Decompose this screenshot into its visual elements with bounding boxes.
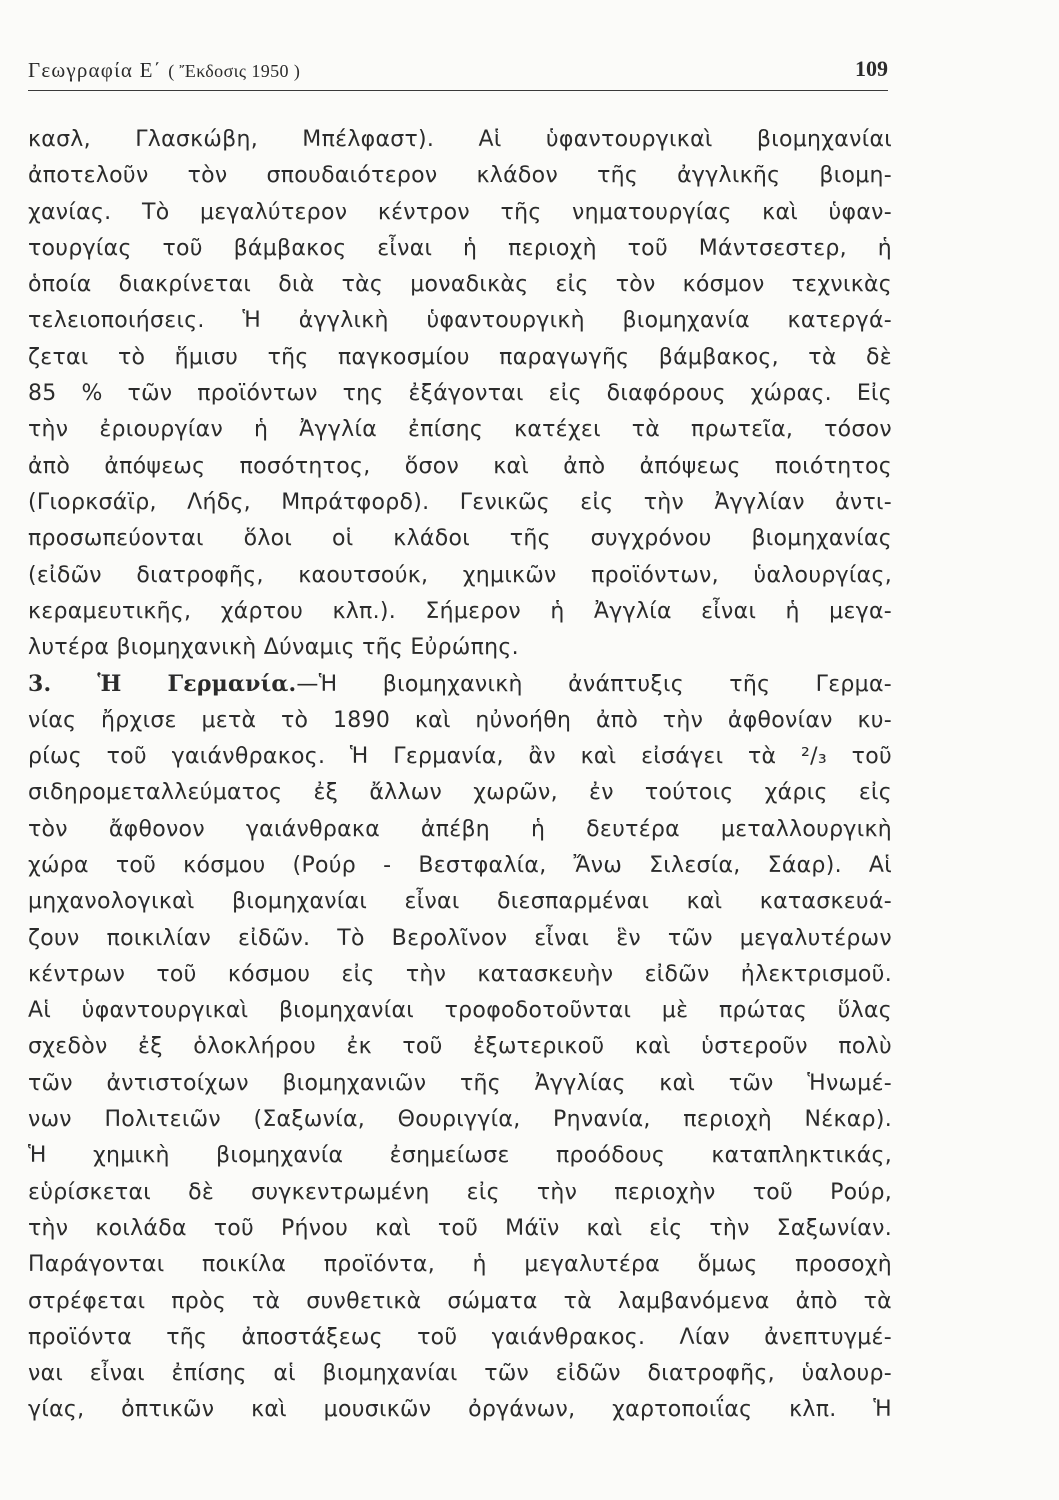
text-line [28,195,892,231]
line-text: ἀπὸ ἀπόψεως ποσότητος, ὅσον καὶ ἀπὸ ἀπόψεως ποιότητος [28,453,892,479]
text-line [28,594,892,630]
text-line [28,1284,892,1320]
section-heading: 3. Ἡ Γερμανία. [28,671,297,698]
text-line [28,521,892,557]
text-line [28,158,892,194]
line-text: σχεδὸν ἐξ ὁλοκλήρου ἐκ τοῦ ἐξωτερικοῦ καὶ ὑστεροῦν πολὺ [28,1034,892,1060]
line-text: κεραμευτικῆς, χάρτου κλπ.). Σήμερον ἡ Ἀγγλία εἶναι ἡ μεγα- [28,598,892,624]
line-text: κέντρων τοῦ κόσμου εἰς τὴν κατασκευὴν εἰδῶν ἠλεκτρισμοῦ. [28,961,892,987]
line-text: ρίως τοῦ γαιάνθρακος. Ἡ Γερμανία, ἂν καὶ εἰσάγει τὰ ²/₃ τοῦ [28,744,892,770]
edition-note: ( Ἔκδοσις 1950 ) [168,61,301,81]
text-line [28,485,892,521]
line-text: Ἡ χημικὴ βιομηχανία ἐσημείωσε προόδους καταπληκτικάς, [28,1143,892,1169]
text-line [28,122,892,158]
line-text: —Ἡ βιομηχανικὴ ἀνάπτυξις τῆς Γερμα- [296,672,892,698]
text-line [28,1356,892,1392]
line-text: εὑρίσκεται δὲ συγκεντρωμένη εἰς τὴν περιοχὴν τοῦ Ρούρ, [28,1179,892,1205]
text-line [28,812,892,848]
text-line [28,1320,892,1356]
text-line [28,848,892,884]
line-text: χώρα τοῦ κόσμου (Ρούρ - Βεστφαλία, Ἄνω Σιλεσία, Σάαρ). Αἱ [28,852,892,878]
text-line [28,957,892,993]
text-line [28,739,892,775]
line-text: 85 % τῶν προϊόντων της ἐξάγονται εἰς διαφόρους χώρας. Εἰς [28,381,892,407]
text-line [28,340,892,376]
text-line [28,993,892,1029]
text-line [28,1138,892,1174]
text-line [28,1102,892,1138]
text-line [28,231,892,267]
line-text: Αἱ ὑφαντουργικαὶ βιομηχανίαι τροφοδοτοῦνται μὲ πρώτας ὕλας [28,998,892,1024]
line-text: στρέφεται πρὸς τὰ συνθετικὰ σώματα τὰ λαμβανόμενα ἀπὸ τὰ [28,1288,892,1314]
line-text: τὴν ἐριουργίαν ἡ Ἀγγλία ἐπίσης κατέχει τὰ πρωτεῖα, τόσον [28,417,892,443]
book-title [28,58,300,83]
line-text: ἀποτελοῦν τὸν σπουδαιότερον κλάδον τῆς ἀγγλικῆς βιομη- [28,163,892,189]
line-text: τῶν ἀντιστοίχων βιομηχανιῶν τῆς Ἀγγλίας καὶ τῶν Ἡνωμέ- [28,1070,892,1096]
line-text: τὸν ἄφθονον γαιάνθρακα ἀπέβη ἡ δευτέρα μεταλλουργικὴ [28,816,892,842]
line-text: γίας, ὀπτικῶν καὶ μουσικῶν ὀργάνων, χαρτοποιΐας κλπ. Ἡ [28,1397,892,1423]
text-line [28,376,892,412]
running-header [28,56,888,91]
text-line [28,412,892,448]
line-text: (Γιορκσάϊρ, Λήδς, Μπράτφορδ). Γενικῶς εἰς τὴν Ἀγγλίαν ἀντι- [28,489,892,515]
text-line [28,303,892,339]
text-line [28,703,892,739]
line-text: τελειοποιήσεις. Ἡ ἀγγλικὴ ὑφαντουργικὴ βιομηχανία κατεργά- [28,308,892,334]
line-text: Παράγονται ποικίλα προϊόντα, ἡ μεγαλυτέρα ὅμως προσοχὴ [28,1252,892,1278]
text-line [28,884,892,920]
line-text: νων Πολιτειῶν (Σαξωνία, Θουριγγία, Ρηνανία, περιοχὴ Νέκαρ). [28,1107,892,1133]
text-line [28,267,892,303]
line-text: κασλ, Γλασκώβη, Μπέλφαστ). Αἱ ὑφαντουργικαὶ βιομηχανίαι [28,127,892,152]
body-text [28,122,892,1429]
line-text: λυτέρα βιομηχανικὴ Δύναμις τῆς Εὐρώπης. [28,635,519,661]
text-line [28,1211,892,1247]
text-line [28,1175,892,1211]
line-text: σιδηρομεταλλεύματος ἐξ ἄλλων χωρῶν, ἐν τούτοις χάρις εἰς [28,780,892,806]
line-text: τουργίας τοῦ βάμβακος εἶναι ἡ περιοχὴ τοῦ Μάντσεστερ, ἡ [28,235,892,261]
text-line [28,630,892,666]
line-text: (εἰδῶν διατροφῆς, καουτσούκ, χημικῶν προϊόντων, ὑαλουργίας, [28,562,892,588]
text-line [28,1247,892,1283]
line-text: μηχανολογικαὶ βιομηχανίαι εἶναι διεσπαρμέναι καὶ κατασκευά- [28,889,892,915]
text-line [28,1066,892,1102]
text-line [28,449,892,485]
page-number: 109 [855,56,888,81]
line-text: τὴν κοιλάδα τοῦ Ρήνου καὶ τοῦ Μάϊν καὶ εἰς τὴν Σαξωνίαν. [28,1215,892,1241]
text-line [28,775,892,811]
line-text: ὁποία διακρίνεται διὰ τὰς μοναδικὰς εἰς τὸν κόσμον τεχνικὰς [28,272,892,298]
line-text: προϊόντα τῆς ἀποστάξεως τοῦ γαιάνθρακος. Λίαν ἀνεπτυγμέ- [28,1324,892,1350]
line-text: ζεται τὸ ἥμισυ τῆς παγκοσμίου παραγωγῆς βάμβακος, τὰ δὲ [28,344,892,370]
line-text: ζουν ποικιλίαν εἰδῶν. Τὸ Βερολῖνον εἶναι ἓν τῶν μεγαλυτέρων [28,925,892,951]
text-line [28,1029,892,1065]
section-heading-line [28,666,892,702]
line-text: νίας ἤρχισε μετὰ τὸ 1890 καὶ ηὐνοήθη ἀπὸ τὴν ἀφθονίαν κυ- [28,707,892,733]
line-text: προσωπεύονται ὅλοι οἱ κλάδοι τῆς συγχρόνου βιομηχανίας [28,526,892,552]
text-line [28,1392,892,1428]
book-title-text: Γεωγραφία Ε΄ [28,58,162,82]
text-line [28,558,892,594]
line-text: ναι εἶναι ἐπίσης αἱ βιομηχανίαι τῶν εἰδῶν διατροφῆς, ὑαλουρ- [28,1361,892,1387]
text-line [28,921,892,957]
line-text: χανίας. Τὸ μεγαλύτερον κέντρον τῆς νηματουργίας καὶ ὑφαν- [28,199,892,225]
